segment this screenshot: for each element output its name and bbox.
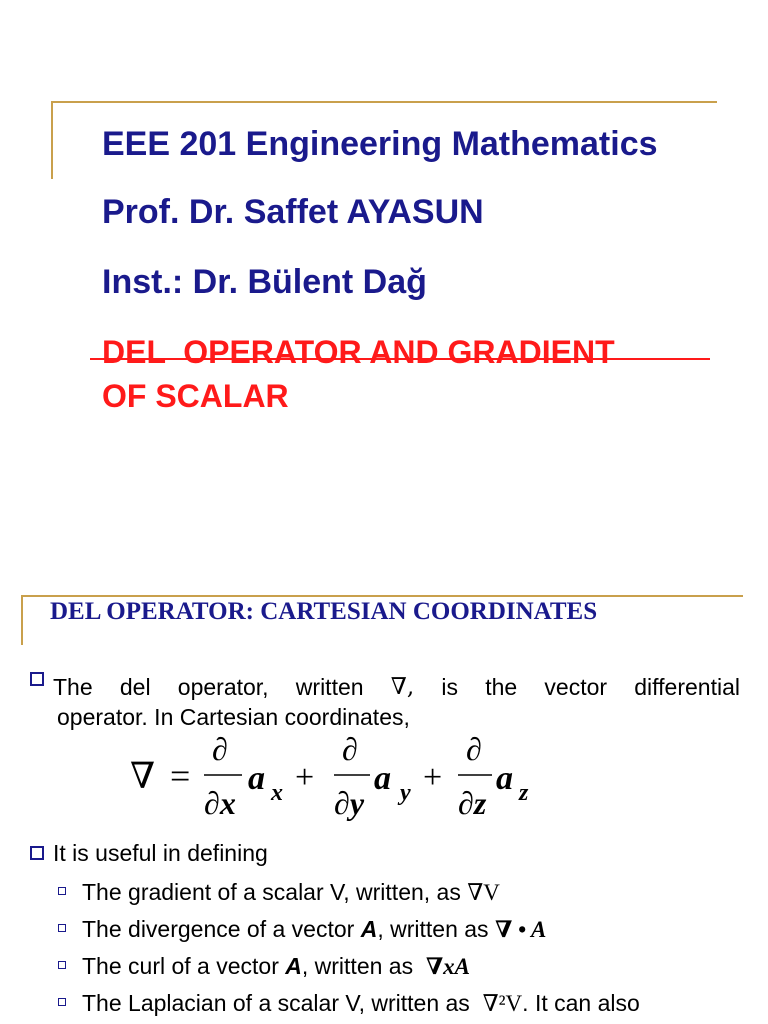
- bullet-word: operator,: [177, 674, 269, 700]
- vector-symbol: A: [360, 916, 378, 942]
- bullet-word: ∇,: [390, 674, 415, 700]
- list-item-text-after: , written as: [301, 953, 426, 979]
- list-item-laplacian: [58, 985, 758, 1022]
- formula-partial-y: ∂: [342, 734, 358, 767]
- content-slide: [0, 576, 768, 1024]
- bullet-box-icon: [30, 672, 44, 686]
- formula-nabla: ∇: [130, 756, 156, 797]
- list-item-text: The gradient of a scalar V, written, as: [82, 879, 468, 905]
- subtitle-line-2: OF SCALAR: [102, 378, 289, 414]
- small-bullet-box-icon: [58, 961, 66, 969]
- subtitle-line-1: DEL OPERATOR AND GRADIENT: [102, 334, 615, 370]
- del-operator-formula: [130, 734, 550, 834]
- divergence-symbol: ∇ • A: [494, 917, 547, 942]
- bullet-text: It is useful in defining: [53, 840, 268, 866]
- list-item-text: The Laplacian of a scalar V, written as: [82, 990, 483, 1016]
- formula-partial-z: ∂: [466, 734, 482, 767]
- frame-top-line: [21, 595, 743, 597]
- formula-unit-vector-y: a: [374, 760, 391, 797]
- frame-left-line: [51, 101, 53, 179]
- bullet-word: del: [119, 674, 151, 700]
- bullet-line-2: operator. In Cartesian coordinates,: [57, 704, 410, 730]
- formula-plus-1: +: [295, 759, 315, 796]
- formula-unit-vector-x: a: [248, 760, 265, 797]
- bullet-box-icon: [30, 846, 44, 860]
- professor-name: Prof. Dr. Saffet AYASUN: [102, 193, 484, 231]
- laplacian-symbol: ∇²V: [482, 991, 523, 1016]
- formula-subscript-z: z: [519, 780, 529, 806]
- list-item-divergence: [58, 911, 758, 948]
- bullet-word: vector: [544, 674, 608, 700]
- bullet-line-1: [30, 672, 740, 702]
- formula-partial-x: ∂: [212, 734, 228, 767]
- formula-denominator-y: ∂y: [334, 785, 365, 821]
- frame-top-line: [51, 101, 717, 103]
- small-bullet-box-icon: [58, 998, 66, 1006]
- slide-subtitle: [102, 330, 615, 418]
- formula-unit-vector-z: a: [496, 760, 513, 797]
- bullet-word: differential: [634, 674, 740, 700]
- bullet-word: is: [441, 674, 458, 700]
- small-bullet-box-icon: [58, 887, 66, 895]
- bullet-useful-in-defining: [30, 838, 268, 868]
- slide-title: DEL OPERATOR: CARTESIAN COORDINATES: [50, 598, 598, 625]
- bullet-word: The: [53, 674, 93, 700]
- formula-equals: =: [170, 756, 191, 796]
- list-item-text: The curl of a vector: [82, 953, 286, 979]
- frame-left-line: [21, 595, 23, 645]
- instructor-name: Inst.: Dr. Bülent Dağ: [102, 263, 427, 301]
- bullet-word: written: [295, 674, 364, 700]
- definition-sub-list: [58, 874, 758, 1022]
- list-item-curl: [58, 948, 758, 985]
- vector-symbol: A: [285, 953, 302, 979]
- small-bullet-box-icon: [58, 924, 66, 932]
- list-item-text-after: , written as: [377, 916, 495, 942]
- bullet-word-group: [30, 672, 93, 702]
- course-title: EEE 201 Engineering Mathematics: [102, 125, 658, 163]
- formula-subscript-y: y: [400, 780, 411, 806]
- bullet-del-operator: [30, 672, 740, 732]
- list-item-text: The divergence of a vector: [82, 916, 361, 942]
- formula-denominator-z: ∂z: [458, 785, 487, 821]
- formula-denominator-x: ∂x: [204, 785, 236, 821]
- curl-symbol: ∇xA: [425, 954, 471, 979]
- list-item-tail: . It can also: [522, 990, 640, 1016]
- gradient-symbol: ∇V: [467, 880, 500, 905]
- formula-subscript-x: x: [271, 780, 283, 806]
- bullet-word: the: [485, 674, 518, 700]
- formula-plus-2: +: [423, 759, 443, 796]
- list-item-gradient: [58, 874, 758, 911]
